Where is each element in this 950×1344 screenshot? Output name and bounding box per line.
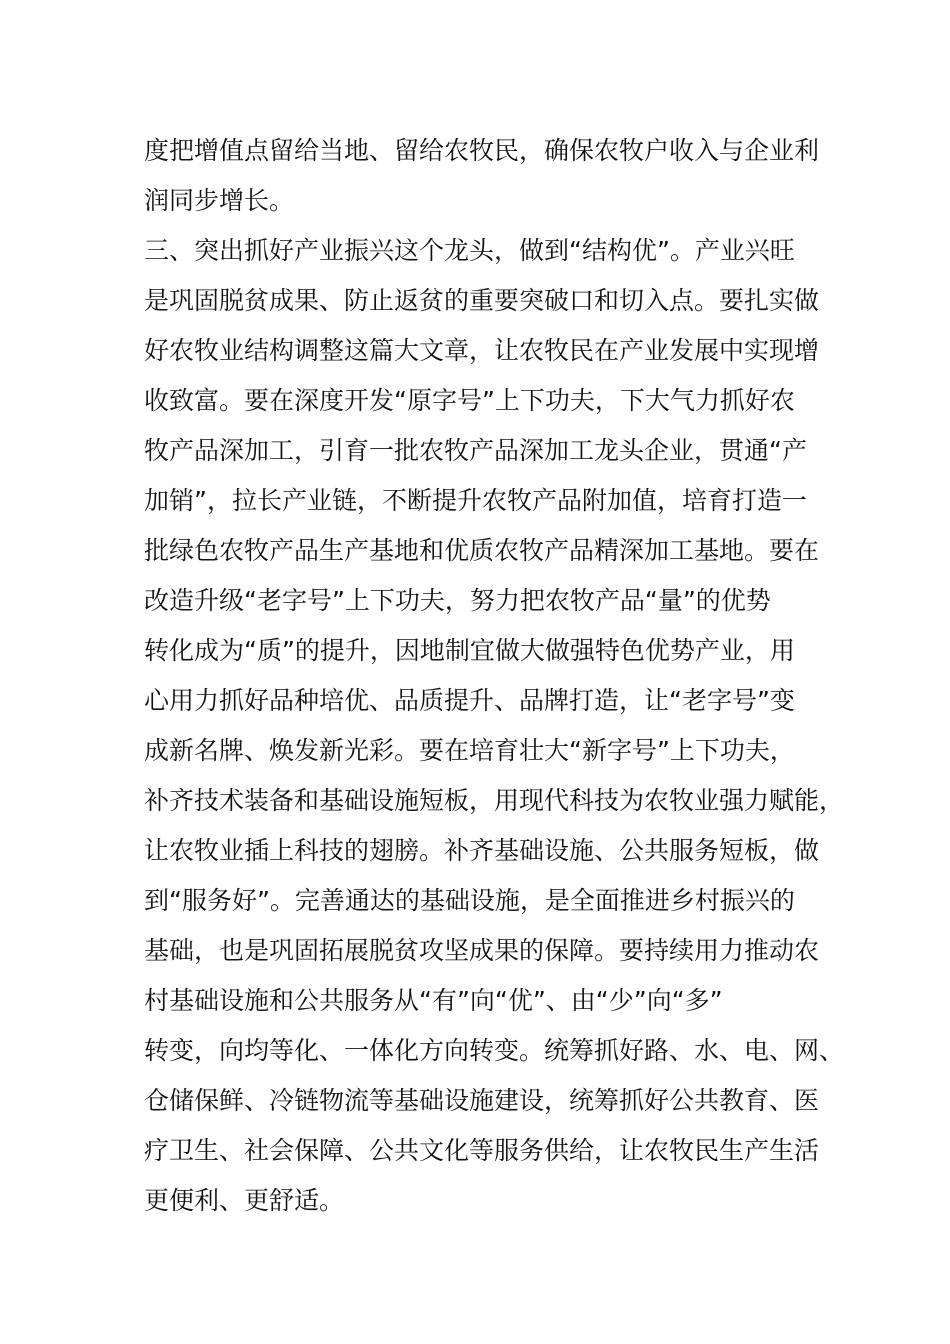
text-line: 是巩固脱贫成果、防止返贫的重要突破口和切入点。要扎实做 [144,286,820,315]
text-line: 三、突出抓好产业振兴这个龙头，做到“结构优”。产业兴旺 [144,236,795,265]
text-line: 基础，也是巩固拓展脱贫攻坚成果的保障。要持续用力推动农 [144,936,820,965]
text-line: 加销”，拉长产业链，不断提升农牧产品附加值，培育打造一 [144,486,807,515]
text-line: 到“服务好”。完善通达的基础设施，是全面推进乡村振兴的 [144,886,795,915]
text-line: 成新名牌、焕发新光彩。要在培育壮大“新字号”上下功夫， [144,736,795,765]
text-line: 转变，向均等化、一体化方向转变。统筹抓好路、水、电、网、 [144,1036,845,1065]
text-line: 批绿色农牧产品生产基地和优质农牧产品精深加工基地。要在 [144,536,820,565]
text-line: 疗卫生、社会保障、公共文化等服务供给，让农牧民生产生活 [144,1136,820,1165]
body-text [144,126,845,1226]
text-line: 润同步增长。 [144,186,295,215]
text-line: 更便利、更舒适。 [144,1186,345,1215]
text-line: 补齐技术装备和基础设施短板，用现代科技为农牧业强力赋能， [144,786,845,815]
text-line: 让农牧业插上科技的翅膀。补齐基础设施、公共服务短板，做 [144,836,820,865]
text-line: 心用力抓好品种培优、品质提升、品牌打造，让“老字号”变 [144,686,795,715]
text-line: 改造升级“老字号”上下功夫，努力把农牧产品“量”的优势 [144,586,771,615]
text-line: 仓储保鲜、冷链物流等基础设施建设，统筹抓好公共教育、医 [144,1086,820,1115]
text-line: 收致富。要在深度开发“原字号”上下功夫，下大气力抓好农 [144,386,795,415]
text-line: 转化成为“质”的提升，因地制宜做大做强特色优势产业，用 [144,636,795,665]
text-line: 牧产品深加工，引育一批农牧产品深加工龙头企业，贯通“产 [144,436,807,465]
text-line: 村基础设施和公共服务从“有”向“优”、由“少”向“多” [144,986,723,1015]
text-line: 好农牧业结构调整这篇大文章，让农牧民在产业发展中实现增 [144,336,820,365]
text-line: 度把增值点留给当地、留给农牧民，确保农牧户收入与企业利 [144,136,820,165]
